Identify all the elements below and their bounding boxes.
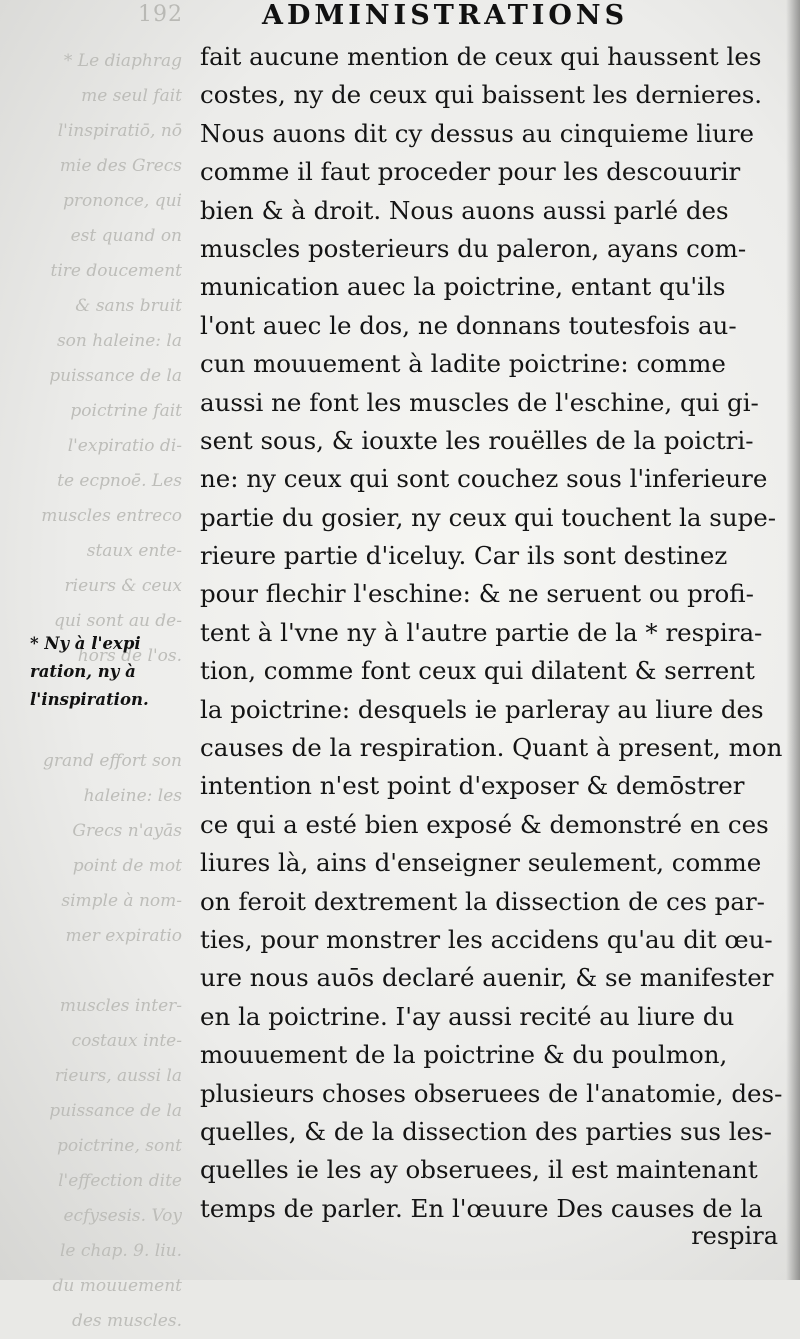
body-line: ne: ny ceux qui sont couchez sous l'inferieure xyxy=(200,464,768,494)
bleed-through-line: le chap. 9. liu. xyxy=(59,1241,182,1261)
bleed-through-line: des muscles. xyxy=(71,1311,182,1331)
bleed-through-line: poictrine, sont xyxy=(56,1136,182,1156)
body-line: munication auec la poictrine, entant qu'ils xyxy=(200,272,726,302)
catchword: respira xyxy=(691,1222,778,1250)
margin-note-line: * Ny à l'expi xyxy=(30,634,141,653)
bleed-through-line: costaux inte- xyxy=(71,1031,182,1051)
bleed-through-line xyxy=(34,954,182,989)
body-line: quelles, & de la dissection des parties sus les- xyxy=(200,1116,772,1146)
body-line: costes, ny de ceux qui baissent les dernieres. xyxy=(200,80,763,110)
bleed-through-line: prononce, qui xyxy=(62,191,182,211)
body-line: mouuement de la poictrine & du poulmon, xyxy=(200,1040,728,1070)
bleed-through-line: du mouuement xyxy=(52,1276,182,1296)
bleed-through-line: staux ente- xyxy=(86,541,182,561)
bleed-through-line: hors de l'os. xyxy=(77,646,182,666)
body-line: rieure partie d'iceluy. Car ils sont destinez xyxy=(200,541,728,571)
bleed-through-line: ecfysesis. Voy xyxy=(63,1206,182,1226)
bleed-through-line: son haleine: la xyxy=(56,331,182,351)
bleed-through-line: tire doucement xyxy=(50,261,182,281)
body-line: causes de la respiration. Quant à present, mon xyxy=(200,733,782,763)
bleed-through-line: & sans bruit xyxy=(75,296,182,316)
bleed-through-line xyxy=(34,709,182,744)
bleed-through-line: puissance de la xyxy=(49,1101,182,1121)
bleed-through-line: l'inspiratiō, nō xyxy=(57,121,182,141)
bleed-through-line: me seul fait xyxy=(81,86,182,106)
bleed-through-line: muscles inter- xyxy=(59,996,182,1016)
bleed-through-line: te ecpnoē. Les xyxy=(57,471,182,491)
bleed-through-line: Grecs n'ayās xyxy=(72,821,182,841)
bleed-through-line: poictrine fait xyxy=(70,401,182,421)
body-line: cun mouuement à ladite poictrine: comme xyxy=(200,349,726,379)
margin-note-line: ration, ny à xyxy=(30,662,136,681)
body-line: pour flechir l'eschine: & ne seruent ou profi- xyxy=(200,579,754,609)
body-line: intention n'est point d'exposer & demōstrer xyxy=(200,771,745,801)
bleed-through-line: est quand on xyxy=(70,226,182,246)
body-line: bien & à droit. Nous auons aussi parlé des xyxy=(200,195,729,225)
bleed-through-line: l'expiratio di- xyxy=(67,436,182,456)
body-line: plusieurs choses obseruees de l'anatomie, des- xyxy=(200,1078,782,1108)
body-line: en la poictrine. I'ay aussi recité au liure du xyxy=(200,1001,735,1031)
bleed-through-line: rieurs, aussi la xyxy=(54,1066,182,1086)
margin-note xyxy=(30,630,186,714)
bleed-through-line: qui sont au de- xyxy=(54,611,182,631)
body-text xyxy=(200,38,782,1228)
bleed-through-line: mer expiratio xyxy=(65,926,182,946)
body-line: temps de parler. En l'œuure Des causes de la xyxy=(200,1193,763,1223)
bleed-through-line: * Le diaphrag xyxy=(63,51,182,71)
page-header xyxy=(0,0,800,34)
body-line: ce qui a esté bien exposé & demonstré en ces xyxy=(200,809,769,839)
body-line: fait aucune mention de ceux qui haussent les xyxy=(200,42,762,71)
body-line: liures là, ains d'enseigner seulement, comme xyxy=(200,848,762,878)
body-line: comme il faut proceder pour les descouurir xyxy=(200,157,741,187)
page-number: 192 xyxy=(138,2,183,27)
body-line: partie du gosier, ny ceux qui touchent la supe- xyxy=(200,502,777,532)
bleed-through-line: haleine: les xyxy=(83,786,182,806)
body-line: muscles posterieurs du paleron, ayans com- xyxy=(200,233,747,263)
bleed-through-line: point de mot xyxy=(72,856,182,876)
running-head: ADMINISTRATIONS xyxy=(262,0,629,31)
bleed-through-line: l'effection dite xyxy=(58,1171,182,1191)
body-line: quelles ie les ay obseruees, il est maintenant xyxy=(200,1155,758,1185)
body-line: aussi ne font les muscles de l'eschine, qui gi- xyxy=(200,387,759,417)
body-line: sent sous, & iouxte les rouëlles de la poictri- xyxy=(200,425,754,455)
body-line: l'ont auec le dos, ne donnans toutesfois au- xyxy=(200,310,737,340)
body-line: tion, comme font ceux qui dilatent & serrent xyxy=(200,656,755,686)
body-line: Nous auons dit cy dessus au cinquieme liure xyxy=(200,118,755,148)
page-gutter-shadow xyxy=(786,0,800,1280)
body-line: on feroit dextrement la dissection de ces par- xyxy=(200,886,765,916)
bleed-through-line: mie des Grecs xyxy=(59,156,182,176)
body-line: ure nous auōs declaré auenir, & se manifester xyxy=(200,963,774,993)
body-line: ties, pour monstrer les accidens qu'au dit œu- xyxy=(200,924,773,954)
bleed-through-line: puissance de la xyxy=(49,366,182,386)
bleed-through-line: simple à nom- xyxy=(61,891,182,911)
bleed-through-line: rieurs & ceux xyxy=(64,576,182,596)
body-line: tent à l'vne ny à l'autre partie de la * respira- xyxy=(200,617,763,647)
body-line: la poictrine: desquels ie parleray au liure des xyxy=(200,694,764,724)
bleed-through-line: muscles entreco xyxy=(41,506,182,526)
margin-note-line: l'inspiration. xyxy=(30,690,149,709)
bleed-through-line: grand effort son xyxy=(43,751,182,771)
